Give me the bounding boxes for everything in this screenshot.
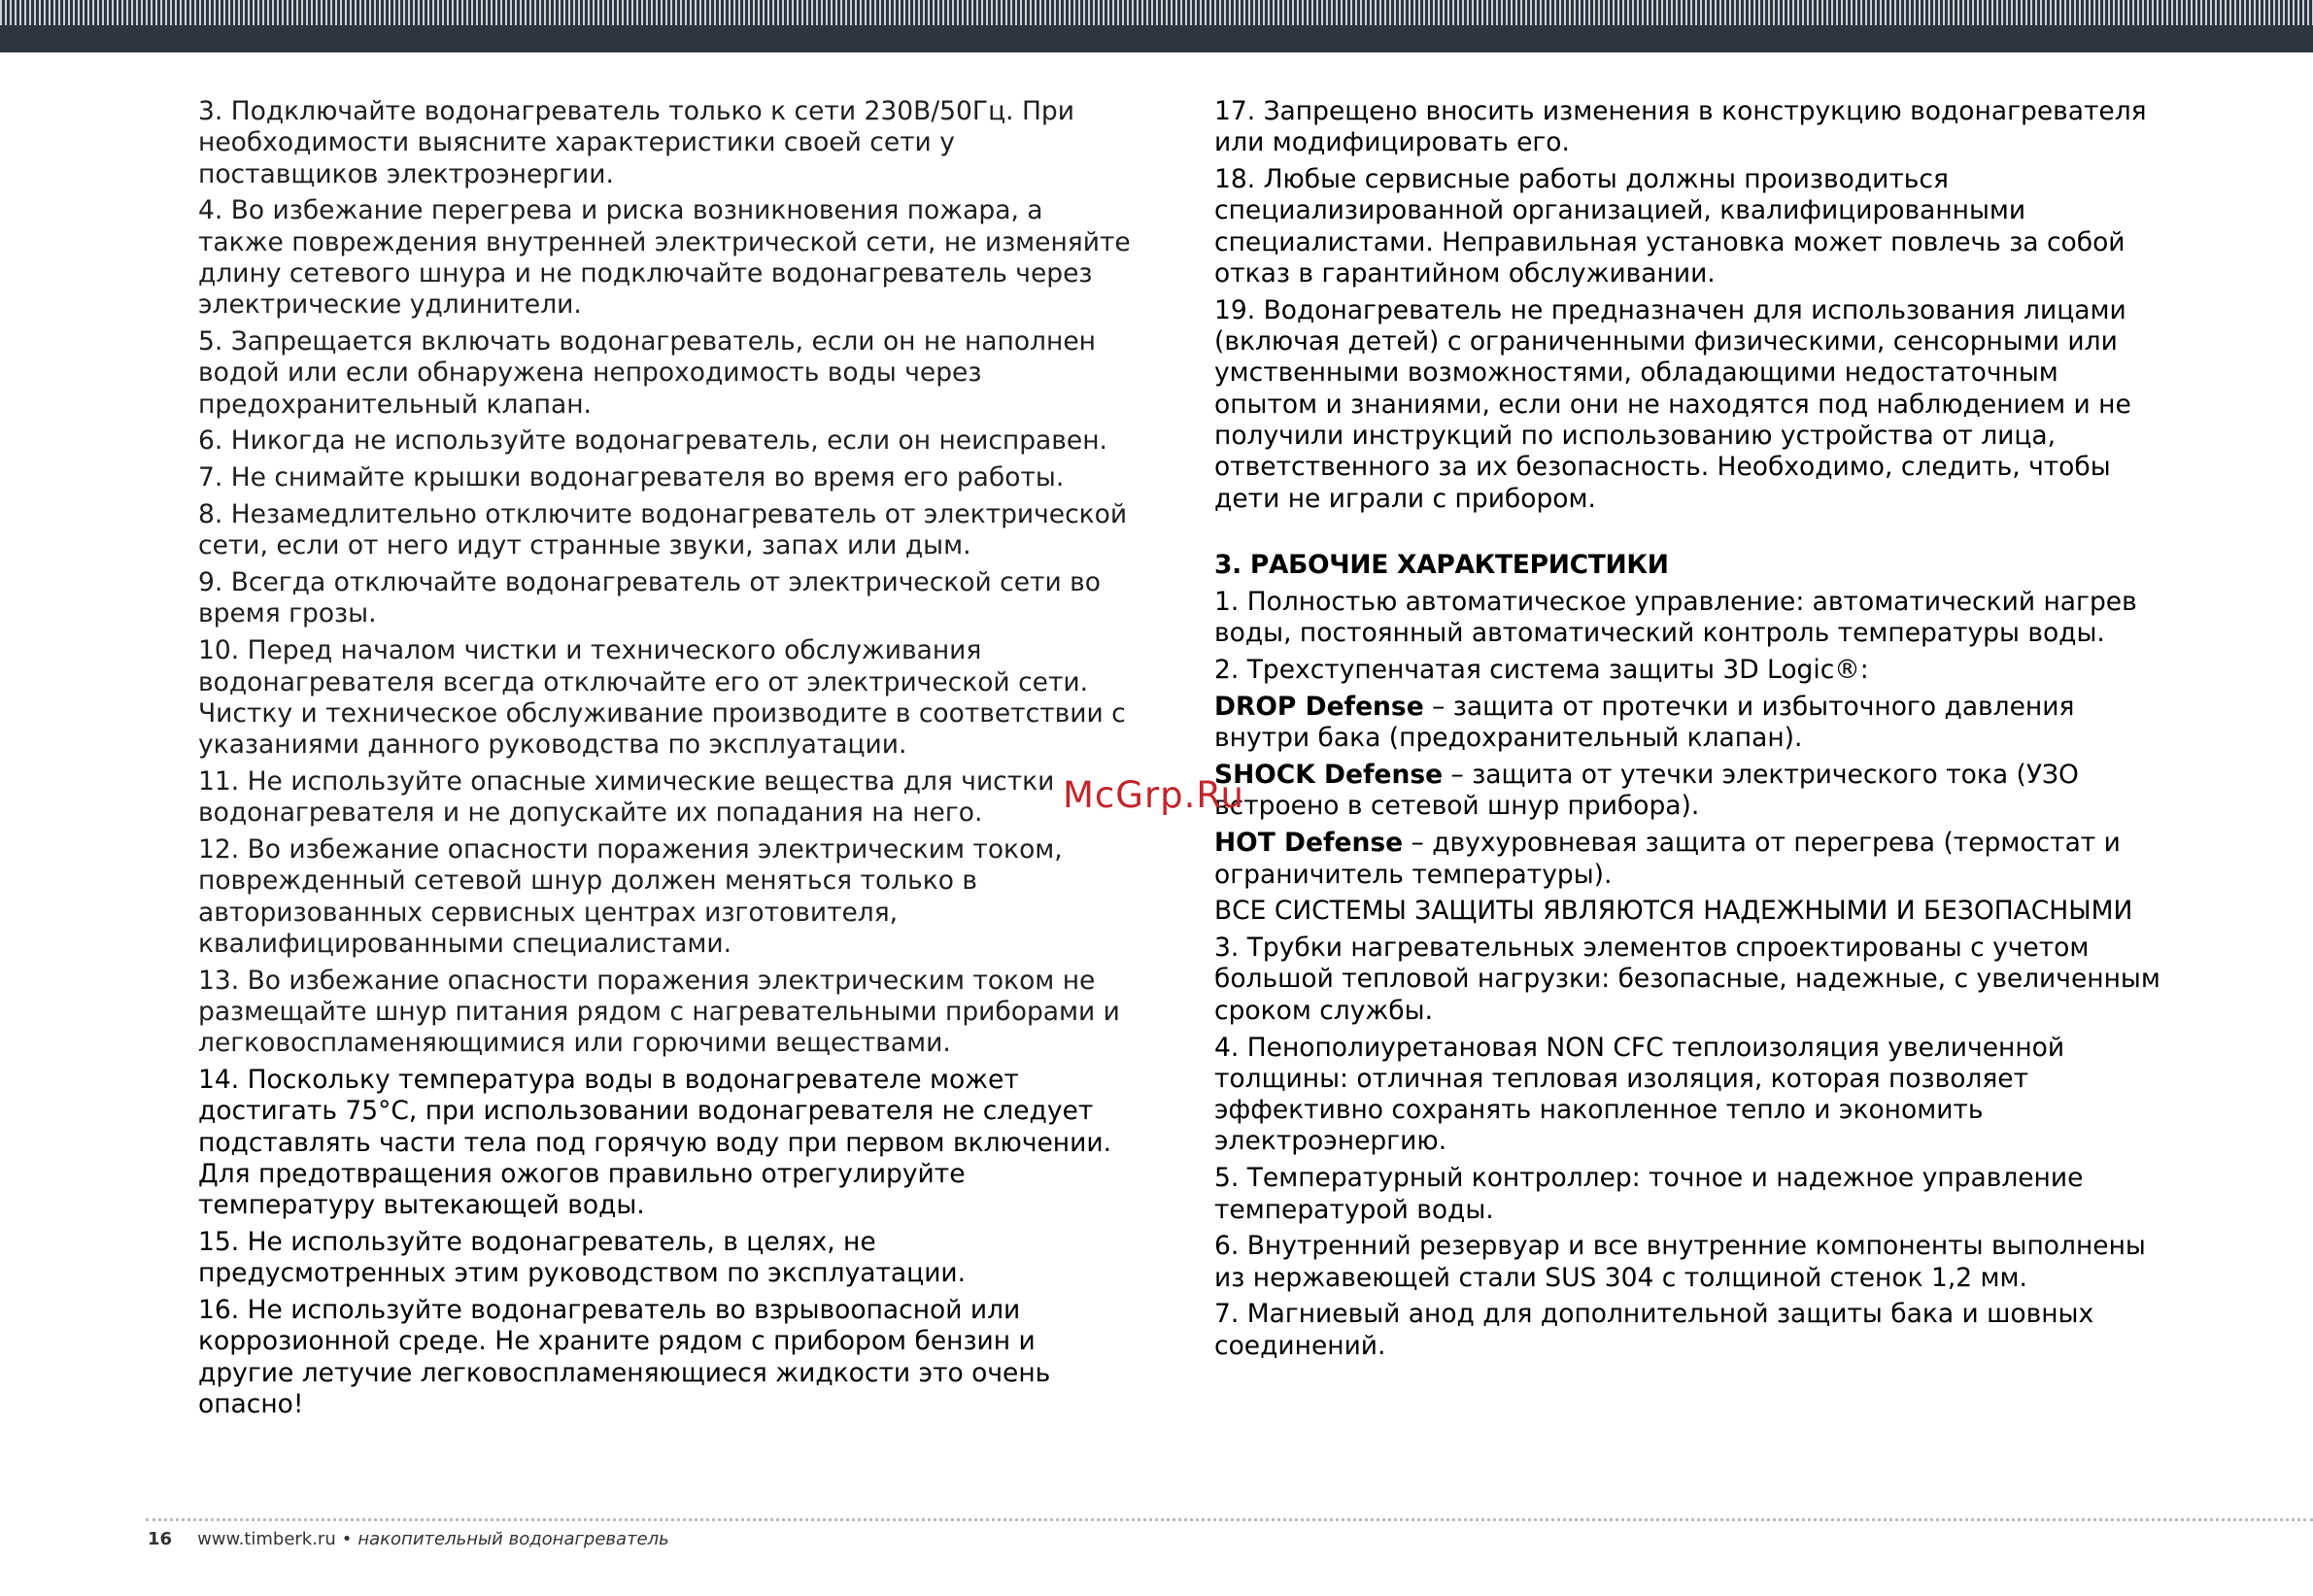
drop-defense-label: DROP Defense	[1214, 692, 1424, 723]
page-number: 16	[148, 1529, 173, 1549]
safety-item-5: 5. Запрещается включать водонагреватель, если он не наполнен водой или если обнаружена непроходимость воды через предохранительный клапан.	[198, 326, 1096, 420]
feature-5: 5. Температурный контроллер: точное и надежное управление температурой воды.	[1214, 1163, 2084, 1225]
safety-item-14: 14. Поскольку температура воды в водонагревателе может достигать 75°C, при использовании водонагревателя не следует подставлять части тела под горячую воду при первом включении. Для предотвращения ожогов правильно отрегулируйте температуру вытекающей воды.	[198, 1065, 1111, 1221]
section-heading: 3. РАБОЧИЕ ХАРАКТЕРИСТИКИ	[1214, 549, 1669, 580]
footer-site-link[interactable]: www.timberk.ru	[197, 1529, 336, 1549]
safety-item-17: 17. Запрещено вносить изменения в конструкцию водонагревателя или модифицировать его.	[1214, 96, 2147, 158]
hot-defense	[1214, 828, 2161, 891]
page-footer	[148, 1529, 669, 1549]
footer-separator: •	[341, 1529, 353, 1549]
hot-defense-text: – двухуровневая защита от перегрева (термостат и ограничитель температуры).	[1214, 828, 2121, 890]
drop-defense-text: – защита от протечки и избыточного давления внутри бака (предохранительный клапан).	[1214, 692, 2075, 754]
safety-item-18: 18. Любые сервисные работы должны производиться специализированной организацией, квалифицированными специалистами. Неправильная установка может повлечь за собой отказ в гарантийном обслуживании.	[1214, 164, 2126, 289]
left-column	[198, 96, 1131, 1426]
safety-item-13: 13. Во избежание опасности поражения электрическим током не размещайте шнур питания рядом с нагревательными приборами и легковоспламеняющимися или горючими веществами.	[198, 965, 1120, 1059]
feature-1: 1. Полностью автоматическое управление: автоматический нагрев воды, постоянный автоматический контроль температуры воды.	[1214, 587, 2137, 649]
watermark: McGrp.Ru	[1063, 774, 1244, 816]
top-decorative-bar	[0, 0, 2313, 52]
feature-2: 2. Трехступенчатая система защиты 3D Logic®:	[1214, 655, 1869, 686]
safety-item-12: 12. Во избежание опасности поражения электрическим током, поврежденный сетевой шнур должен меняться только в авторизованных сервисных центрах изготовителя, квалифицированными специалистами.	[198, 834, 1063, 959]
safety-item-7: 7. Не снимайте крышки водонагревателя во время его работы.	[198, 462, 1065, 493]
safety-item-3: 3. Подключайте водонагреватель только к сети 230В/50Гц. При необходимости выясните характеристики своей сети у поставщиков электроэнергии.	[198, 96, 1074, 189]
safety-item-8: 8. Незамедлительно отключите водонагреватель от электрической сети, если от него идут странные звуки, запах или дым.	[198, 499, 1128, 561]
safety-item-9: 9. Всегда отключайте водонагреватель от электрической сети во время грозы.	[198, 567, 1101, 629]
footer-divider	[146, 1518, 2313, 1521]
safety-item-11: 11. Не используйте опасные химические вещества для чистки водонагревателя и не допускайте их попадания на него.	[198, 765, 1055, 829]
feature-7: 7. Магниевый анод для дополнительной защиты бака и шовных соединений.	[1214, 1299, 2094, 1361]
safety-item-16: 16. Не используйте водонагреватель во взрывоопасной или коррозионной среде. Не храните рядом с прибором бензин и другие летучие легковоспламеняющиеся жидкости это очень опасно!	[198, 1295, 1051, 1420]
feature-6: 6. Внутренний резервуар и все внутренние компоненты выполнены из нержавеющей стали SUS 304 с толщиной стенок 1,2 мм.	[1214, 1231, 2146, 1293]
shock-defense-label: SHOCK Defense	[1214, 760, 1444, 791]
shock-defense	[1214, 760, 2161, 823]
shock-defense-text: – защита от утечки электрического тока (УЗО встроено в сетевой шнур прибора).	[1214, 760, 2079, 822]
hot-defense-label: HOT Defense	[1214, 828, 1404, 859]
safety-item-4: 4. Во избежание перегрева и риска возникновения пожара, а также повреждения внутренней электрической сети, не изменяйте длину сетевого шнура и не подключайте водонагреватель через электрические удлинители.	[198, 195, 1131, 321]
safety-item-6: 6. Никогда не используйте водонагреватель, если он неисправен.	[198, 425, 1107, 457]
drop-defense	[1214, 692, 2161, 755]
right-column	[1214, 96, 2161, 1367]
feature-3: 3. Трубки нагревательных элементов спроектированы с учетом большой тепловой нагрузки: безопасные, надежные, с увеличенным сроком службы.	[1214, 933, 2160, 1026]
safety-item-19: 19. Водонагреватель не предназначен для использования лицами (включая детей) с ограниченными физическими, сенсорными или умственными возможностями, обладающими недостаточным опытом и знаниями, если они не находятся под наблюдением и не получили инструкций по использованию устройства от лица, ответственного за их безопасность. Необходимо, следить, чтобы дети не играли с прибором.	[1214, 294, 2131, 514]
safety-item-10: 10. Перед началом чистки и технического обслуживания водонагревателя всегда отключайте его от электрической сети. Чистку и техническое обслуживание производите в соответствии с указаниями данного руководства по эксплуатации.	[198, 635, 1126, 761]
all-systems-statement: ВСЕ СИСТЕМЫ ЗАЩИТЫ ЯВЛЯЮТСЯ НАДЕЖНЫМИ И БЕЗОПАСНЫМИ	[1214, 896, 2133, 927]
safety-item-15: 15. Не используйте водонагреватель, в целях, не предусмотренных этим руководством по эксплуатации.	[198, 1227, 967, 1289]
feature-4: 4. Пенополиуретановая NON CFC теплоизоляция увеличенной толщины: отличная тепловая изоляция, которая позволяет эффективно сохранять накопленное тепло и экономить электроэнергию.	[1214, 1032, 2065, 1157]
footer-description: накопительный водонагреватель	[357, 1529, 669, 1549]
